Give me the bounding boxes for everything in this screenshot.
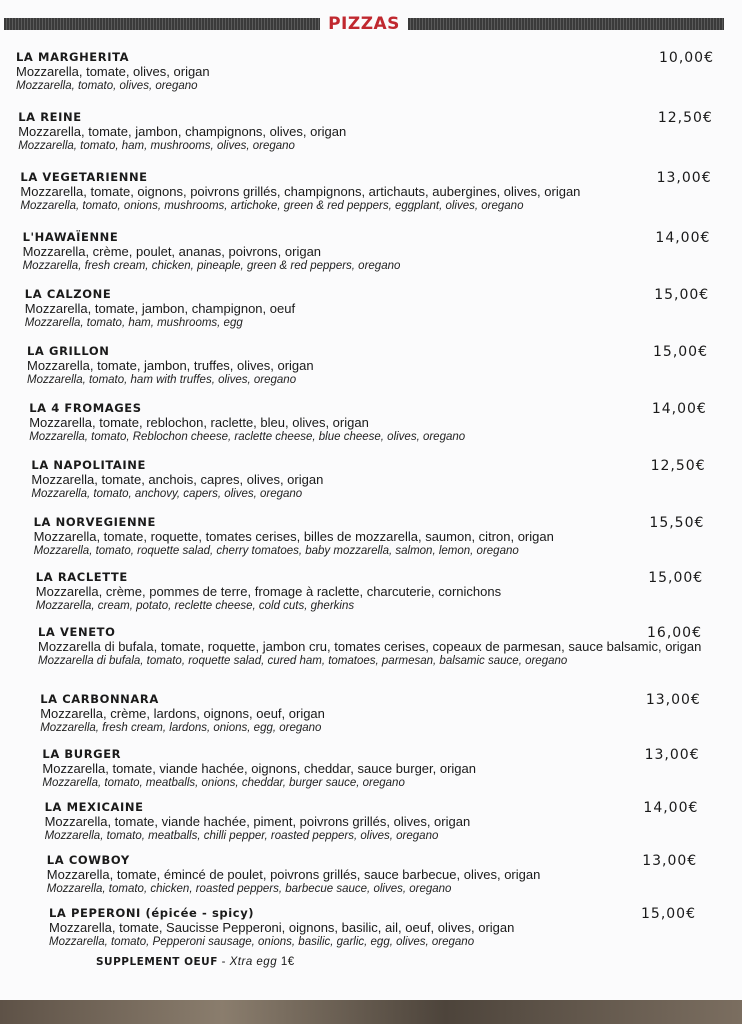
pizza-name: LA VENETO (38, 625, 116, 639)
pizza-name: LA GRILLON (27, 344, 110, 358)
menu-item (18, 110, 714, 170)
menu-item (31, 458, 714, 515)
menu-item (34, 515, 714, 570)
pizza-name: LA RACLETTE (35, 570, 128, 584)
menu-item (47, 853, 714, 906)
pizza-name: LA PEPERONI (épicée - spicy) (49, 906, 255, 920)
supplement-label: SUPPLEMENT OEUF (96, 956, 218, 968)
pizza-price: 15,00€ (653, 344, 708, 360)
menu-item (40, 692, 714, 747)
pizza-name: LA BURGER (42, 747, 122, 761)
pizza-price: 13,00€ (642, 853, 698, 869)
pizza-price: 14,00€ (651, 401, 707, 417)
ingredients-french: Mozzarella, tomate, jambon, champignons, olives, origan (18, 124, 347, 139)
ingredients-english: Mozzarella, tomato, ham, mushrooms, olives, oregano (18, 140, 295, 152)
supplement-english: Xtra egg (229, 956, 278, 968)
pizza-name: LA NORVEGIENNE (33, 515, 156, 529)
ingredients-english: Mozzarella, tomato, ham with truffes, olives, oregano (27, 374, 297, 386)
pizza-list (16, 50, 714, 959)
ingredients-french: Mozzarella, tomate, Saucisse Pepperoni, oignons, basilic, ail, oeuf, olives, origan (49, 920, 515, 935)
ingredients-french: Mozzarella, crème, pommes de terre, fromage à raclette, charcuterie, cornichons (35, 584, 502, 599)
section-header (4, 14, 724, 34)
menu-item (38, 625, 714, 692)
ingredients-english: Mozzarella, tomato, olives, oregano (16, 80, 198, 92)
menu-item (36, 570, 714, 625)
pizza-price: 14,00€ (655, 230, 711, 246)
pizza-price: 12,50€ (650, 458, 706, 474)
supplement-separator: - (221, 956, 226, 968)
section-title: PIZZAS (328, 14, 400, 34)
ingredients-english: Mozzarella, tomato, onions, mushrooms, artichoke, green & red peppers, eggplant, olives, oregano (20, 200, 524, 212)
ingredients-french: Mozzarella, tomate, oignons, poivrons grillés, champignons, artichauts, aubergines, olives, origan (20, 184, 581, 199)
ingredients-english: Mozzarella di bufala, tomato, roquette salad, cured ham, tomatoes, parmesan, balsamic sauce, oregano (38, 655, 568, 667)
header-bar-left (4, 18, 320, 30)
menu-item (49, 906, 714, 959)
ingredients-french: Mozzarella, tomate, viande hachée, piment, poivrons grillés, olives, origan (44, 814, 471, 829)
pizza-price: 16,00€ (647, 625, 702, 641)
pizza-name: LA CALZONE (24, 287, 112, 301)
ingredients-french: Mozzarella, crème, lardons, oignons, oeuf, origan (40, 706, 325, 721)
menu-item (16, 50, 714, 110)
pizza-name: LA CARBONNARA (40, 692, 159, 706)
ingredients-french: Mozzarella, tomate, reblochon, raclette, bleu, olives, origan (29, 415, 369, 430)
ingredients-english: Mozzarella, tomato, chicken, roasted peppers, barbecue sauce, olives, oregano (46, 883, 452, 895)
ingredients-english: Mozzarella, tomato, Reblochon cheese, raclette cheese, blue cheese, olives, oregano (29, 431, 466, 443)
ingredients-english: Mozzarella, cream, potato, reclette cheese, cold cuts, gherkins (35, 600, 355, 612)
pizza-name: LA VEGETARIENNE (20, 170, 148, 184)
menu-item (20, 170, 714, 230)
pizza-price: 15,50€ (649, 515, 705, 531)
pizza-price: 14,00€ (643, 800, 699, 816)
pizza-price: 13,00€ (656, 170, 712, 186)
ingredients-english: Mozzarella, tomato, ham, mushrooms, egg (24, 317, 243, 329)
ingredients-french: Mozzarella, tomate, roquette, tomates cerises, billes de mozzarella, saumon, citron, origan (33, 529, 554, 544)
ingredients-english: Mozzarella, fresh cream, chicken, pineaple, green & red peppers, oregano (22, 260, 401, 272)
pizza-price: 10,00€ (659, 50, 714, 66)
pizza-price: 15,00€ (654, 287, 710, 303)
header-bar-right (408, 18, 724, 30)
ingredients-english: Mozzarella, tomato, meatballs, onions, cheddar, burger sauce, oregano (42, 777, 405, 789)
supplement-line (96, 956, 295, 968)
ingredients-french: Mozzarella, tomate, émincé de poulet, poivrons grillés, sauce barbecue, olives, origan (46, 867, 541, 882)
supplement-price: 1€ (280, 956, 295, 968)
ingredients-english: Mozzarella, tomato, roquette salad, cherry tomatoes, baby mozzarella, salmon, lemon, oregano (33, 545, 519, 557)
ingredients-english: Mozzarella, tomato, meatballs, chilli pepper, roasted peppers, olives, oregano (44, 830, 439, 842)
pizza-name: LA MEXICAINE (44, 800, 144, 814)
menu-item (25, 287, 714, 344)
pizza-price: 12,50€ (657, 110, 713, 126)
pizza-price: 13,00€ (644, 747, 700, 763)
pizza-name: L'HAWAÏENNE (22, 230, 119, 244)
ingredients-french: Mozzarella, tomate, anchois, capres, olives, origan (31, 472, 324, 487)
pizza-price: 15,00€ (641, 906, 696, 922)
pizza-price: 15,00€ (648, 570, 704, 586)
ingredients-french: Mozzarella di bufala, tomate, roquette, jambon cru, tomates cerises, copeaux de parmesan, sauce balsamic, origan (38, 639, 702, 654)
ingredients-french: Mozzarella, crème, poulet, ananas, poivrons, origan (22, 244, 322, 259)
ingredients-english: Mozzarella, tomato, Pepperoni sausage, onions, basilic, garlic, egg, olives, oregano (49, 936, 475, 948)
menu-item (42, 747, 714, 800)
ingredients-english: Mozzarella, fresh cream, lardons, onions, egg, oregano (40, 722, 322, 734)
ingredients-english: Mozzarella, tomato, anchovy, capers, olives, oregano (31, 488, 303, 500)
pizza-name: LA NAPOLITAINE (31, 458, 146, 472)
pizza-name: LA 4 FROMAGES (29, 401, 142, 415)
table-surface (0, 1000, 742, 1024)
menu-item (29, 401, 714, 458)
ingredients-french: Mozzarella, tomate, jambon, truffes, olives, origan (27, 358, 314, 373)
pizza-price: 13,00€ (645, 692, 701, 708)
ingredients-french: Mozzarella, tomate, jambon, champignon, oeuf (24, 301, 296, 316)
menu-item (45, 800, 714, 853)
ingredients-french: Mozzarella, tomate, viande hachée, oignons, cheddar, sauce burger, origan (42, 761, 476, 776)
pizza-name: LA COWBOY (46, 853, 130, 867)
menu-item (27, 344, 714, 401)
menu-item (23, 230, 714, 287)
ingredients-french: Mozzarella, tomate, olives, origan (16, 64, 210, 79)
pizza-name: LA REINE (18, 110, 82, 124)
pizza-name: LA MARGHERITA (16, 50, 130, 64)
